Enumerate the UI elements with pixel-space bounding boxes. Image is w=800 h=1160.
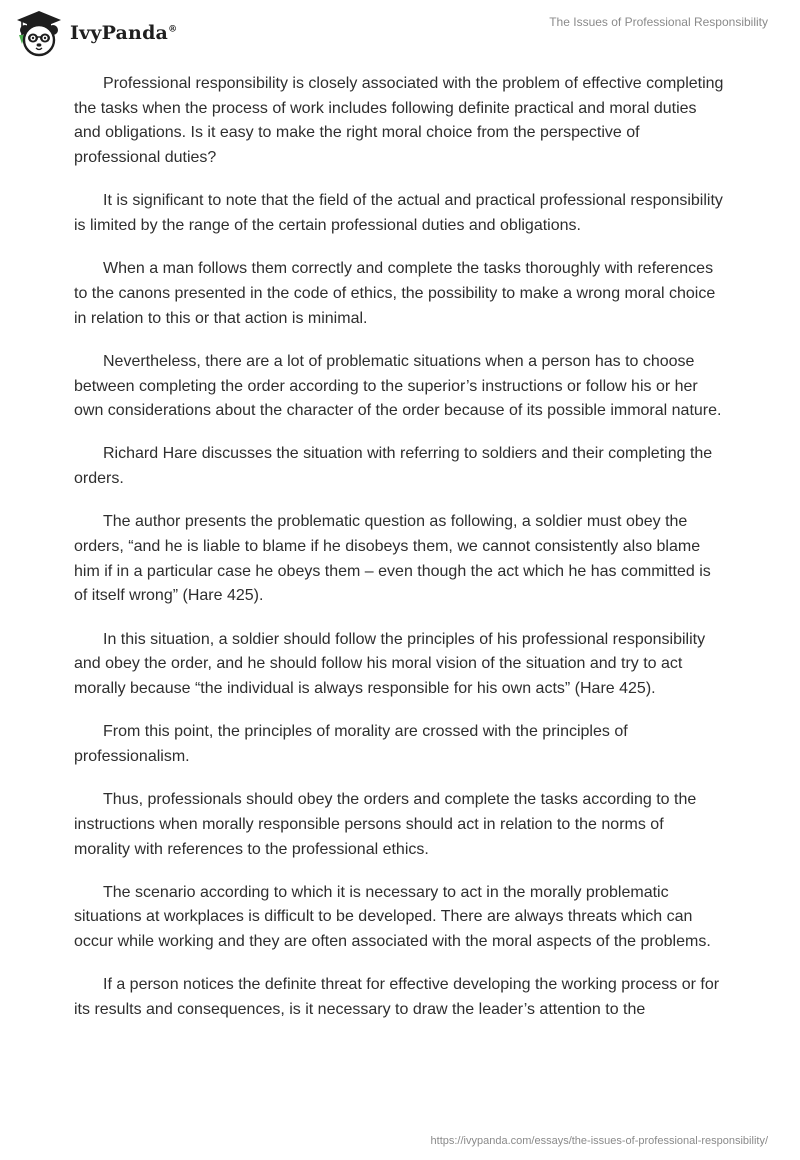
panda-graduate-logo-icon	[14, 8, 64, 58]
brand-name: IvyPanda®	[70, 22, 178, 44]
paragraph: Thus, professionals should obey the orders and complete the tasks according to the instructions when morally responsible persons should act in relation to the norms of morality with references to the professional ethics.	[74, 791, 697, 858]
document-title: The Issues of Professional Responsibility	[549, 15, 768, 29]
paragraph: When a man follows them correctly and complete the tasks thoroughly with references to the canons presented in the code of ethics, the possibility to make a wrong moral choice in relation to this or that action is minimal.	[74, 260, 716, 327]
paragraph: The author presents the problematic question as following, a soldier must obey the orders, “and he is liable to blame if he disobeys them, we cannot consistently also blame him if in a particular case he obeys them – even though the act which he has committed is of itself wrong” (Hare 425).	[74, 513, 711, 605]
paragraph: From this point, the principles of morality are crossed with the principles of professionalism.	[74, 723, 628, 765]
paragraph: The scenario according to which it is necessary to act in the morally problematic situations at workplaces is difficult to be developed. There are always threats which can occur while working and they are often associated with the moral aspects of the problems.	[74, 883, 711, 951]
registered-mark: ®	[168, 24, 178, 35]
paragraph: Richard Hare discusses the situation with referring to soldiers and their completing the orders.	[74, 445, 713, 488]
paragraph: If a person notices the definite threat for effective developing the working process or for its results and consequences, is it necessary to draw the leader’s attention to the	[74, 976, 720, 1019]
brand-logo[interactable]	[14, 8, 177, 58]
paragraph: Professional responsibility is closely associated with the problem of effective completing the tasks when the process of work includes following definite practical and moral duties and obligations. Is it easy to make the right moral choice from the perspective of professional duties?	[74, 75, 724, 167]
paragraph: It is significant to note that the field of the actual and practical professional responsibility is limited by the range of the certain professional duties and obligations.	[74, 192, 723, 235]
paragraph: In this situation, a soldier should follow the principles of his professional responsibility and obey the order, and he should follow his moral vision of the situation and try to act morally because “the individual is always responsible for his own acts” (Hare 425).	[74, 630, 706, 698]
essay-body	[74, 72, 724, 1041]
source-url[interactable]: https://ivypanda.com/essays/the-issues-of-professional-responsibility/	[430, 1135, 768, 1147]
page-header	[0, 0, 800, 70]
paragraph: Nevertheless, there are a lot of problematic situations when a person has to choose between completing the order according to the superior’s instructions or follow his or her own considerations about the character of the order because of its possible immoral nature.	[74, 352, 722, 420]
